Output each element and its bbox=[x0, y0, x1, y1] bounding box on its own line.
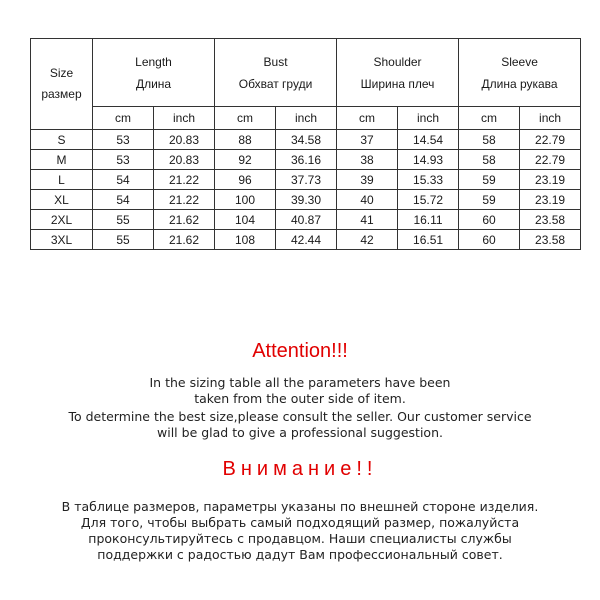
table-cell: 15.33 bbox=[398, 170, 459, 190]
table-cell: 21.22 bbox=[154, 190, 215, 210]
table-cell: 88 bbox=[215, 130, 276, 150]
table-cell: 55 bbox=[93, 230, 154, 250]
notice-line: проконсультируйтесь с продавцом. Наши специалисты службы bbox=[88, 531, 512, 546]
table-cell: 59 bbox=[459, 190, 520, 210]
table-cell: 100 bbox=[215, 190, 276, 210]
table-cell: 37 bbox=[337, 130, 398, 150]
size-cell: S bbox=[31, 130, 93, 150]
unit-cell: inch bbox=[154, 107, 215, 130]
table-cell: 53 bbox=[93, 150, 154, 170]
table-cell: 34.58 bbox=[276, 130, 337, 150]
size-header-en: Size bbox=[49, 66, 74, 80]
table-cell: 21.22 bbox=[154, 170, 215, 190]
unit-cell: cm bbox=[215, 107, 276, 130]
sleeve-header-en: Sleeve bbox=[501, 54, 538, 69]
table-row bbox=[31, 150, 581, 170]
size-cell: 3XL bbox=[31, 230, 93, 250]
length-header-en: Length bbox=[135, 54, 172, 69]
vnimanie-title: Внимание!! bbox=[222, 458, 378, 480]
unit-cell: inch bbox=[398, 107, 459, 130]
table-cell: 39 bbox=[337, 170, 398, 190]
table-cell: 21.62 bbox=[154, 210, 215, 230]
size-cell: M bbox=[31, 150, 93, 170]
sleeve-header-cell bbox=[459, 39, 581, 107]
notice-line: taken from the outer side of item. bbox=[194, 391, 406, 406]
table-cell: 38 bbox=[337, 150, 398, 170]
table-cell: 40 bbox=[337, 190, 398, 210]
size-header-cell bbox=[31, 39, 93, 130]
size-header-ru: размер bbox=[41, 87, 82, 101]
notice-line: To determine the best size,please consult the seller. Our customer service bbox=[68, 409, 532, 424]
table-cell: 42 bbox=[337, 230, 398, 250]
notice-line: will be glad to give a professional suggestion. bbox=[157, 425, 443, 440]
notice-line: поддержки с радостью дадут Вам профессиональный совет. bbox=[97, 547, 503, 562]
table-cell: 22.79 bbox=[520, 150, 581, 170]
table-cell: 16.51 bbox=[398, 230, 459, 250]
table-cell: 58 bbox=[459, 130, 520, 150]
table-cell: 20.83 bbox=[154, 130, 215, 150]
table-cell: 55 bbox=[93, 210, 154, 230]
unit-cell: cm bbox=[459, 107, 520, 130]
english-notice bbox=[0, 375, 600, 441]
unit-header-row bbox=[31, 107, 581, 130]
table-cell: 96 bbox=[215, 170, 276, 190]
table-cell: 92 bbox=[215, 150, 276, 170]
table-cell: 37.73 bbox=[276, 170, 337, 190]
table-cell: 14.93 bbox=[398, 150, 459, 170]
length-header-cell bbox=[93, 39, 215, 107]
english-notice-paragraph-2 bbox=[0, 409, 600, 441]
table-cell: 104 bbox=[215, 210, 276, 230]
unit-cell: inch bbox=[520, 107, 581, 130]
table-cell: 23.58 bbox=[520, 230, 581, 250]
table-cell: 54 bbox=[93, 170, 154, 190]
notice-line: В таблице размеров, параметры указаны по внешней стороне изделия. bbox=[61, 499, 539, 514]
table-cell: 40.87 bbox=[276, 210, 337, 230]
table-cell: 23.58 bbox=[520, 210, 581, 230]
table-cell: 36.16 bbox=[276, 150, 337, 170]
table-row bbox=[31, 190, 581, 210]
table-row bbox=[31, 130, 581, 150]
russian-notice bbox=[0, 499, 600, 563]
table-cell: 60 bbox=[459, 230, 520, 250]
table-row bbox=[31, 230, 581, 250]
shoulder-header-en: Shoulder bbox=[373, 54, 422, 69]
bust-header-ru: Обхват груди bbox=[238, 76, 313, 91]
table-cell: 22.79 bbox=[520, 130, 581, 150]
table-cell: 21.62 bbox=[154, 230, 215, 250]
size-cell: L bbox=[31, 170, 93, 190]
size-cell: 2XL bbox=[31, 210, 93, 230]
attention-title: Attention!!! bbox=[252, 340, 348, 362]
notice-line: In the sizing table all the parameters have been bbox=[149, 375, 451, 390]
bust-header-cell bbox=[215, 39, 337, 107]
russian-notice-paragraph bbox=[0, 499, 600, 563]
size-cell: XL bbox=[31, 190, 93, 210]
size-chart-table bbox=[30, 38, 581, 250]
table-cell: 14.54 bbox=[398, 130, 459, 150]
table-cell: 54 bbox=[93, 190, 154, 210]
length-header-ru: Длина bbox=[135, 76, 172, 91]
unit-cell: inch bbox=[276, 107, 337, 130]
table-row bbox=[31, 210, 581, 230]
bust-header-en: Bust bbox=[263, 54, 288, 69]
english-notice-paragraph-1 bbox=[0, 375, 600, 407]
table-cell: 16.11 bbox=[398, 210, 459, 230]
table-cell: 23.19 bbox=[520, 190, 581, 210]
table-cell: 60 bbox=[459, 210, 520, 230]
shoulder-header-ru: Ширина плеч bbox=[360, 76, 435, 91]
table-cell: 59 bbox=[459, 170, 520, 190]
table-cell: 15.72 bbox=[398, 190, 459, 210]
table-cell: 23.19 bbox=[520, 170, 581, 190]
table-row bbox=[31, 170, 581, 190]
table-header-row bbox=[31, 39, 581, 107]
table-cell: 20.83 bbox=[154, 150, 215, 170]
notice-line: Для того, чтобы выбрать самый подходящий размер, пожалуйста bbox=[80, 515, 520, 530]
table-cell: 58 bbox=[459, 150, 520, 170]
unit-cell: cm bbox=[337, 107, 398, 130]
unit-cell: cm bbox=[93, 107, 154, 130]
sleeve-header-ru: Длина рукава bbox=[481, 76, 558, 91]
shoulder-header-cell bbox=[337, 39, 459, 107]
table-cell: 108 bbox=[215, 230, 276, 250]
table-cell: 41 bbox=[337, 210, 398, 230]
table-cell: 42.44 bbox=[276, 230, 337, 250]
table-cell: 39.30 bbox=[276, 190, 337, 210]
table-cell: 53 bbox=[93, 130, 154, 150]
